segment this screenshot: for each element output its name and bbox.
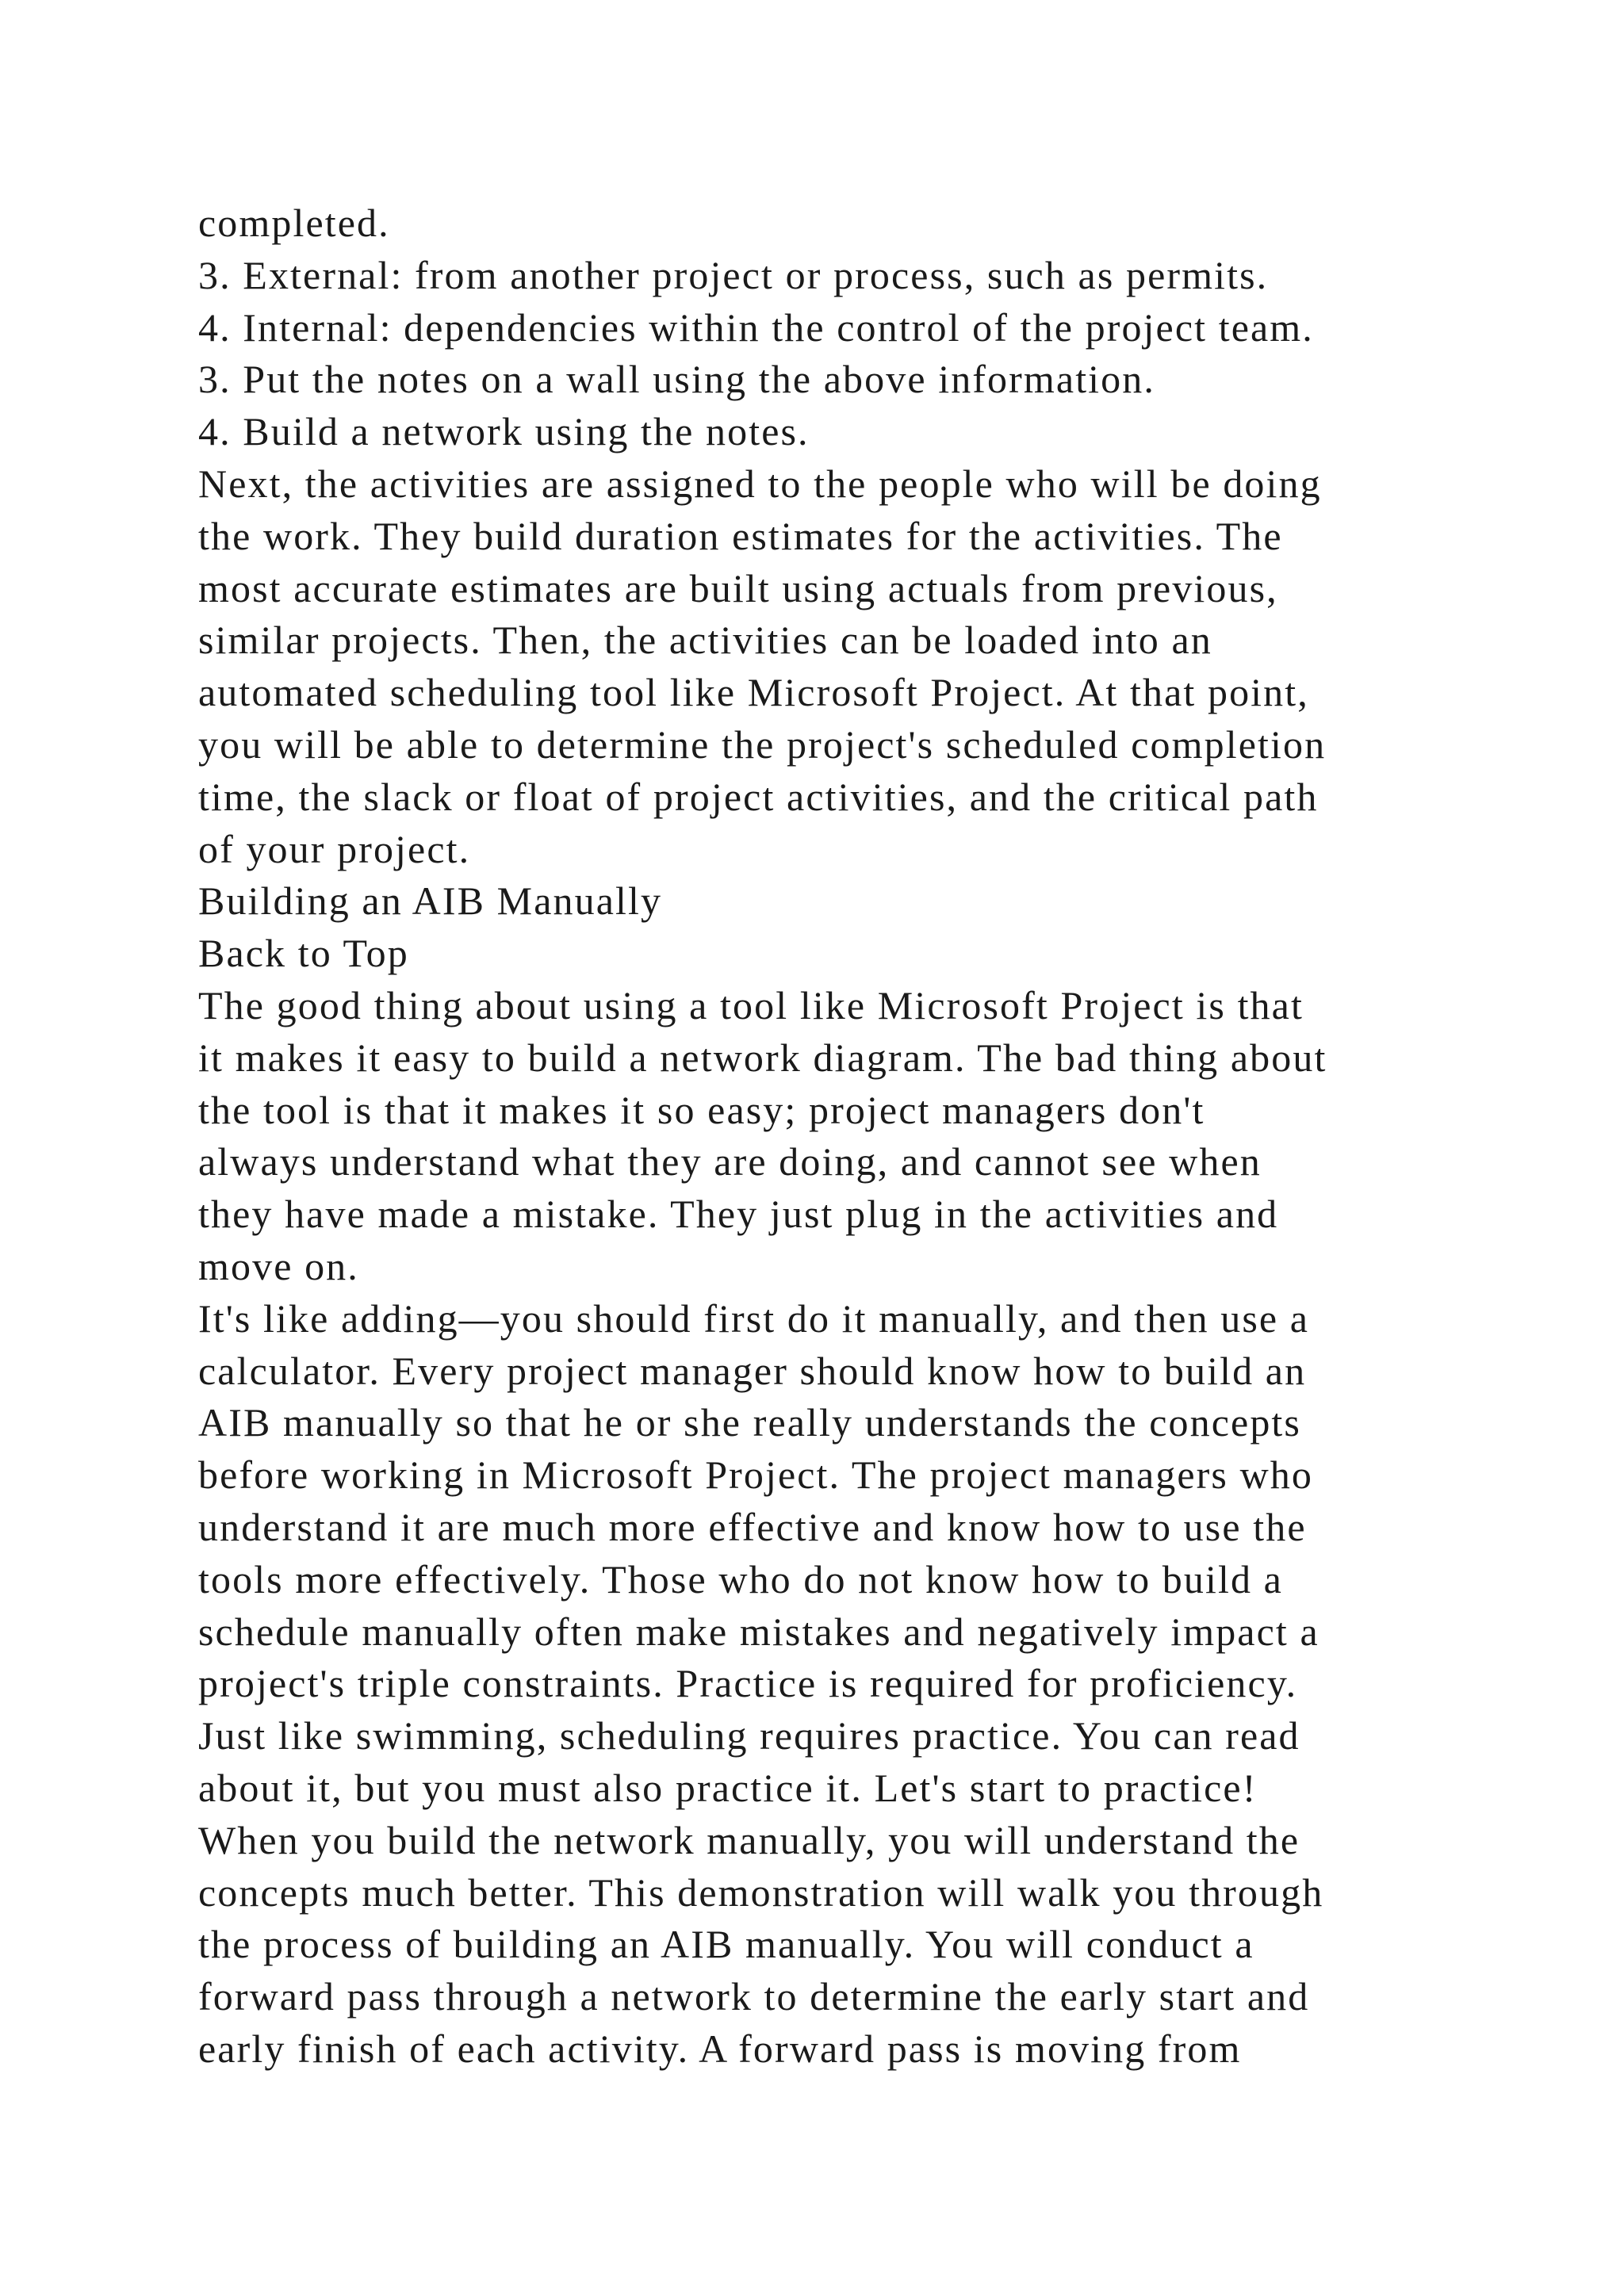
text-line: you will be able to determine the project's scheduled completion	[198, 721, 1327, 767]
text-line: always understand what they are doing, and cannot see when	[198, 1139, 1262, 1184]
text-line: time, the slack or float of project activities, and the critical path	[198, 774, 1319, 819]
text-line: schedule manually often make mistakes and negatively impact a	[198, 1609, 1320, 1654]
text-line: Next, the activities are assigned to the people who will be doing	[198, 461, 1322, 506]
section-heading: Building an AIB Manually	[198, 878, 663, 924]
document-body	[198, 197, 1499, 2076]
text-line: about it, but you must also practice it. Let's start to practice!	[198, 1765, 1258, 1810]
list-item-external: 3. External: from another project or process, such as permits.	[198, 252, 1269, 297]
text-line: AIB manually so that he or she really understands the concepts	[198, 1400, 1301, 1445]
text-line: similar projects. Then, the activities can be loaded into an	[198, 618, 1212, 663]
step-put-notes-on-wall: 3. Put the notes on a wall using the above information.	[198, 357, 1155, 402]
text-line: early finish of each activity. A forward pass is moving from	[198, 2026, 1242, 2071]
text-line: project's triple constraints. Practice is required for proficiency.	[198, 1661, 1298, 1706]
text-line: completed.	[198, 201, 390, 245]
back-to-top-link[interactable]: Back to Top	[198, 931, 409, 976]
text-line: When you build the network manually, you will understand the	[198, 1817, 1300, 1862]
text-line: concepts much better. This demonstration will walk you through	[198, 1869, 1324, 1915]
text-line: tools more effectively. Those who do not know how to build a	[198, 1556, 1283, 1601]
text-line: automated scheduling tool like Microsoft Project. At that point,	[198, 670, 1309, 715]
text-line: the tool is that it makes it so easy; project managers don't	[198, 1087, 1205, 1132]
text-line: it makes it easy to build a network diagram. The bad thing about	[198, 1035, 1327, 1080]
text-line: most accurate estimates are built using actuals from previous,	[198, 565, 1278, 610]
text-line: understand it are much more effective and know how to use the	[198, 1504, 1307, 1549]
text-line: they have made a mistake. They just plug in the activities and	[198, 1192, 1279, 1237]
text-line: The good thing about using a tool like Microsoft Project is that	[198, 982, 1304, 1027]
text-line: calculator. Every project manager should know how to build an	[198, 1348, 1307, 1393]
text-line: the work. They build duration estimates for the activities. The	[198, 513, 1283, 558]
step-build-network: 4. Build a network using the notes.	[198, 409, 810, 454]
text-line: move on.	[198, 1243, 359, 1288]
text-line: the process of building an AIB manually. You will conduct a	[198, 1922, 1254, 1967]
list-item-internal: 4. Internal: dependencies within the control of the project team.	[198, 304, 1314, 350]
text-line: before working in Microsoft Project. The project managers who	[198, 1452, 1313, 1498]
text-line: It's like adding—you should first do it manually, and then use a	[198, 1295, 1310, 1341]
text-line: Just like swimming, scheduling requires practice. You can read	[198, 1713, 1300, 1758]
text-line: of your project.	[198, 826, 471, 871]
text-line: forward pass through a network to determine the early start and	[198, 1974, 1310, 2019]
